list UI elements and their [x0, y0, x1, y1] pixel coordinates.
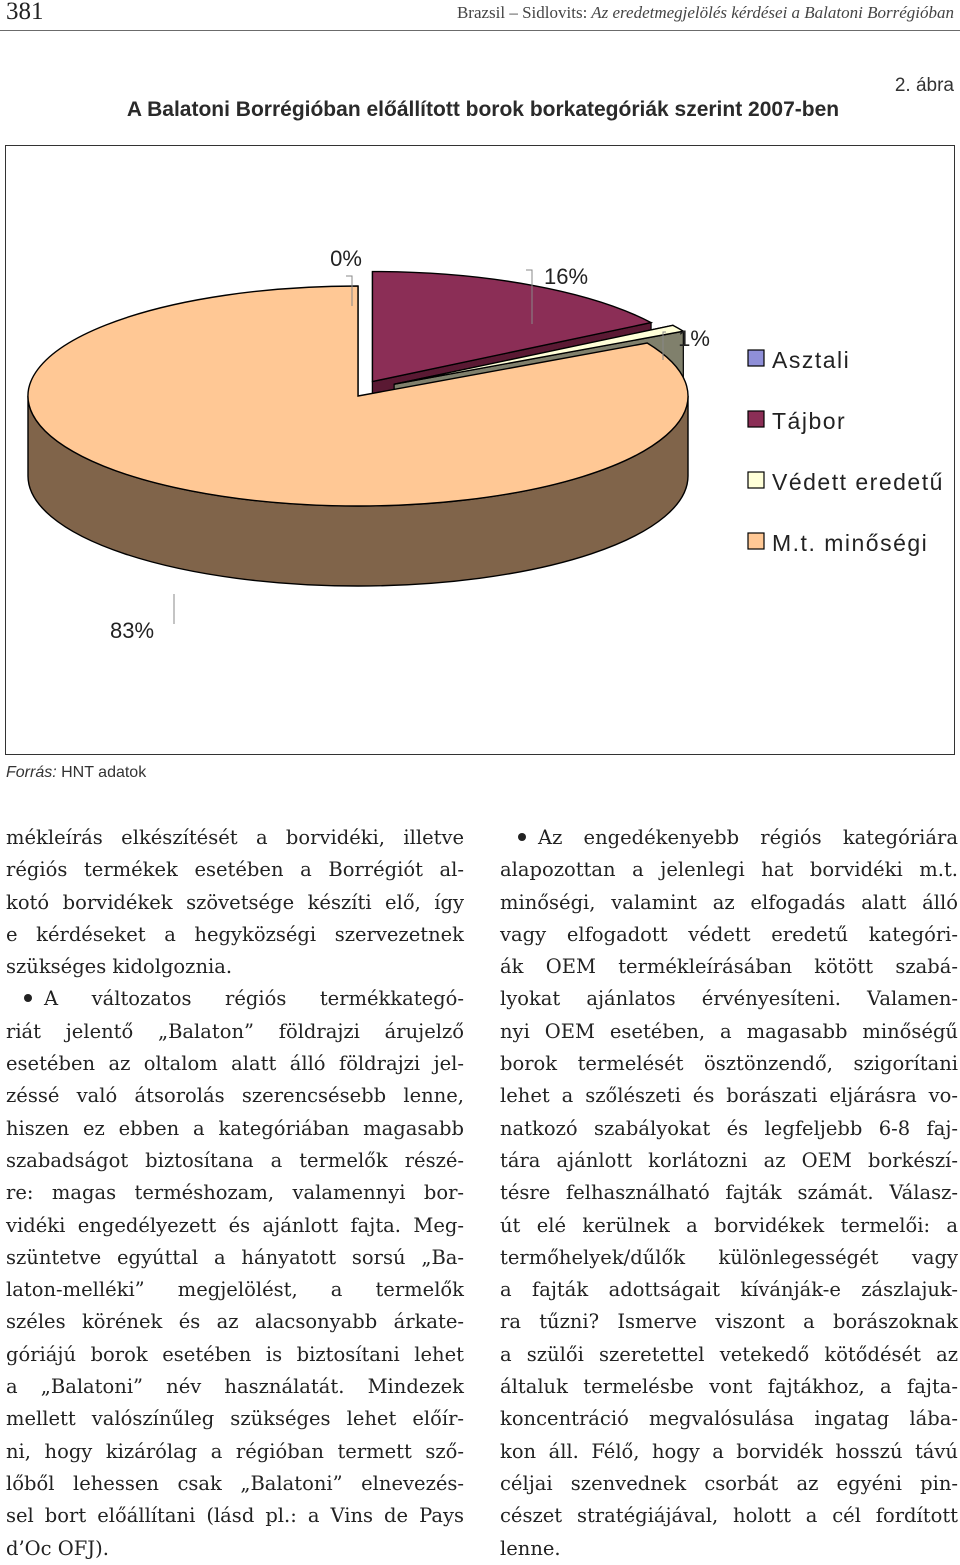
text-line: sel bort előállítani (lásd pl.: a Vins de Pays	[6, 1504, 464, 1528]
text-line: termőhelyek/dűlők különlegességét vagy	[500, 1245, 958, 1269]
text-line: koncentráció megvalósulása ingatag lába-	[500, 1407, 958, 1431]
text-line: e kérdéseket a hegyközségi szervezetnek	[6, 922, 464, 946]
text-line: régiós termékek esetében a Borrégiót al-	[6, 858, 464, 882]
data-label-0: 0%	[330, 246, 362, 271]
source-text: HNT adatok	[61, 764, 147, 781]
text-line: ra tűzni? Ismerve viszont a borászoknak	[500, 1310, 958, 1334]
text-line: tésre felhasználható fajták számát. Válasz-	[500, 1181, 958, 1205]
text-line: borok termelését ösztönzendő, szigorítani	[500, 1052, 958, 1076]
bullet-item	[500, 822, 958, 1565]
legend-label-2: Védett eredetű	[772, 469, 944, 495]
source-label: Forrás:	[6, 764, 57, 781]
text-line: esetében az oltalom alatt álló földrajzi jel-	[6, 1052, 464, 1076]
text-line: góriájú borok esetében is biztosítani lehet	[6, 1342, 464, 1366]
bullet-item	[6, 983, 464, 1564]
body-left-column	[6, 822, 464, 1565]
text-line: nyi OEM esetében, a magasabb minőségű	[500, 1019, 958, 1043]
text-line: céljai szenvednek csorbát az egyéni pin-	[500, 1471, 958, 1495]
text-line: alapozottan a jelenlegi hat borvidéki m.t.	[500, 858, 958, 882]
text-line: vidéki engedélyezett és ajánlott fajta. Meg-	[6, 1213, 464, 1237]
text-line: cészet stratégiájával, holott a cél fordított	[500, 1504, 958, 1528]
running-header	[0, 0, 960, 30]
text-line: széles körének és az alacsonyabb árkate-	[6, 1310, 464, 1334]
text-line: re: magas terméshozam, valamennyi bor-	[6, 1181, 464, 1205]
text-line: út elé kerülnek a borvidékek termelői: a	[500, 1213, 958, 1237]
text-line: hiszen ez ebben a kategóriában magasabb	[6, 1116, 464, 1140]
text-line: lehet a szőlészeti és borászati eljárásra vo-	[500, 1084, 958, 1108]
running-article-title: Az eredetmegjelölés kérdései a Balatoni Borrégióban	[591, 3, 954, 22]
text-line: a „Balatoni” név használatát. Mindezek	[6, 1375, 464, 1399]
legend-label-3: M.t. minőségi	[772, 530, 929, 556]
text-line: mékleírás elkészítését a borvidéki, illetve	[6, 826, 464, 849]
text-line: minőségi, valamint az elfogadás alatt álló	[500, 890, 958, 914]
text-line: általuk termelésbe vont fajtákhoz, a fajta-	[500, 1375, 958, 1399]
legend-label-1: Tájbor	[772, 408, 847, 434]
legend-label-0: Asztali	[772, 347, 851, 373]
text-line: tára ajánlott korlátozni az OEM borkészí-	[500, 1148, 958, 1172]
data-label-2: 1%	[678, 326, 710, 351]
page-number: 381	[6, 0, 44, 25]
text-line: szüntetve egyúttal a hányatott sorsú „Ba-	[6, 1245, 464, 1269]
text-line: A változatos régiós termékkategó-	[6, 983, 464, 1015]
body-right-column	[500, 822, 958, 1565]
text-line: natkozó szabályokat és legfeljebb 6-8 faj-	[500, 1116, 958, 1140]
text-line: a fajták adottságait kívánják-e zászlajuk-	[500, 1278, 958, 1302]
legend-swatch-2	[748, 472, 764, 488]
pie-chart	[6, 146, 954, 754]
text-line: Az engedékenyebb régiós kategóriára	[500, 822, 958, 854]
figure-frame	[5, 145, 955, 755]
text-line: lőből lehessen csak „Balatoni” elnevezés-	[6, 1471, 464, 1495]
bullet-icon	[518, 833, 526, 841]
text-line: riát jelentő „Balaton” földrajzi árujelző	[6, 1019, 464, 1043]
text-line: mellett valószínűleg szükséges lehet előír-	[6, 1407, 464, 1431]
running-title	[457, 3, 954, 23]
text-line: lyokat ajánlatos érvényesíteni. Valamen-	[500, 987, 958, 1011]
text-line: szabadságot biztosítana a termelők részé-	[6, 1148, 464, 1172]
text-line: vagy elfogadott védett eredetű kategóri-	[500, 922, 958, 946]
figure-source	[6, 764, 146, 782]
header-divider	[0, 30, 960, 31]
running-authors: Brazsil – Sidlovits:	[456, 3, 588, 22]
text-line: kotó borvidékek szövetsége készíti elő, így	[6, 890, 464, 914]
legend-swatch-3	[748, 533, 764, 549]
legend-swatch-1	[748, 411, 764, 427]
text-line: d’Oc OFJ).	[6, 1536, 109, 1560]
text-line: ák OEM termékleírásában kötött szabá-	[500, 955, 958, 979]
legend-swatch-0	[748, 350, 764, 366]
figure-number: 2. ábra	[894, 75, 954, 96]
text-line: kon áll. Félő, hogy a borvidék hosszú távú	[500, 1439, 958, 1463]
text-line: szükséges kidolgoznia.	[6, 955, 233, 979]
data-label-3: 83%	[109, 618, 155, 643]
bullet-icon	[24, 994, 32, 1002]
text-line: a szülői szeretettel vetekedő kötődését az	[500, 1342, 958, 1366]
text-line: lenne.	[500, 1536, 561, 1560]
text-line: zéssé való átsorolás szerencsésebb lenne,	[6, 1084, 464, 1108]
data-label-1: 16%	[543, 264, 589, 289]
text-line: laton-melléki” megjelölést, a termelők	[6, 1278, 464, 1302]
figure-title: A Balatoni Borrégióban előállított borok borkategóriák szerint 2007-ben	[126, 98, 840, 121]
text-line: ni, hogy kizárólag a régióban termett sző-	[6, 1439, 464, 1463]
paragraph	[6, 822, 464, 983]
